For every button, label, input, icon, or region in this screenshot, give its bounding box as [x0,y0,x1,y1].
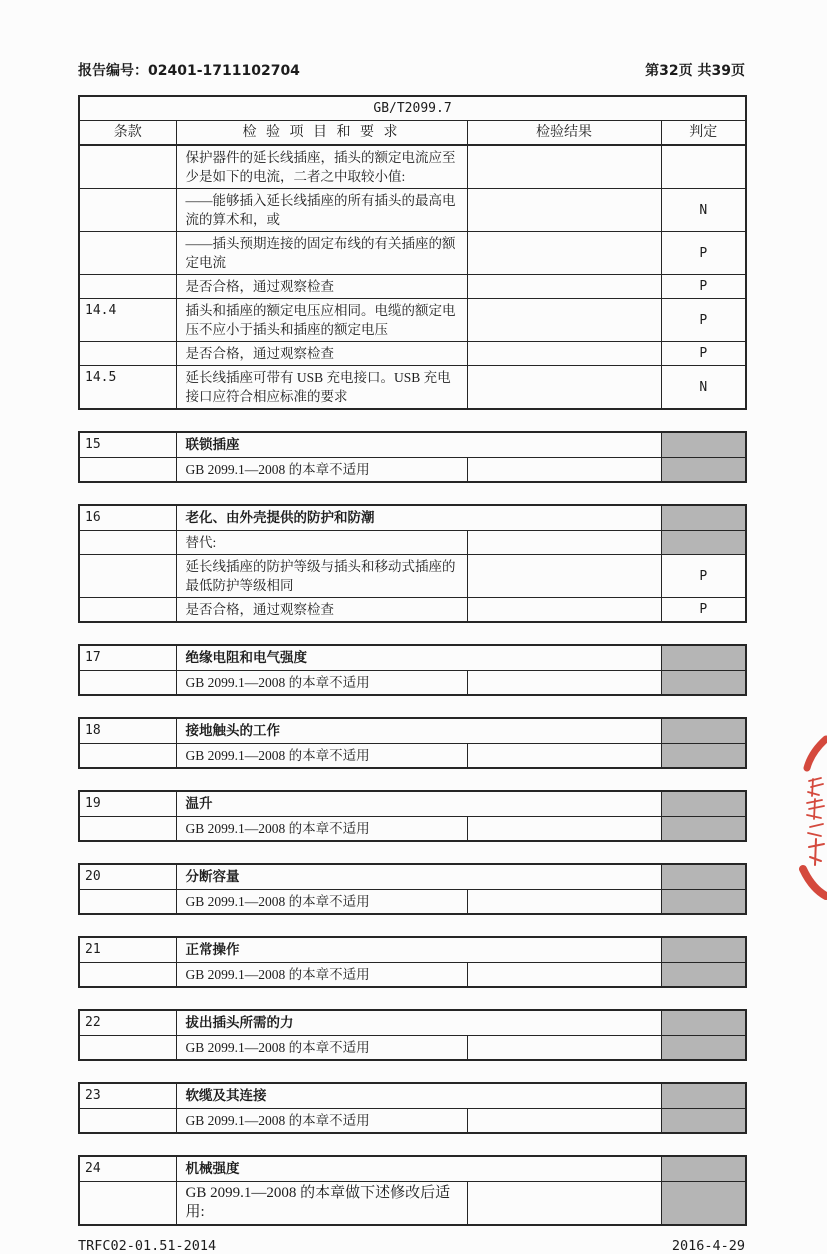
verdict-cell: P [661,232,746,275]
item-cell: GB 2099.1—2008 的本章不适用 [176,963,467,988]
clause-cell [79,1109,176,1134]
section-table-22 [78,1009,747,1061]
result-cell [467,531,661,555]
table-row [79,145,746,189]
clause-cell [79,671,176,696]
section-table-19 [78,790,747,842]
section-title: 拔出插头所需的力 [176,1010,661,1036]
verdict-cell: P [661,598,746,623]
col-header-item: 检 验 项 目 和 要 求 [176,121,467,146]
section-title: 联锁插座 [176,432,661,458]
report-number: 报告编号：02401-1711102704 [78,63,300,79]
table-row [79,817,746,842]
section-title: 正常操作 [176,937,661,963]
clause-cell: 23 [79,1083,176,1109]
clause-cell [79,598,176,623]
verdict-cell: N [661,189,746,232]
table-row [79,890,746,915]
clause-cell [79,342,176,366]
table-row [79,189,746,232]
item-cell: ——能够插入延长线插座的所有插头的最高电流的算术和，或 [176,189,467,232]
verdict-cell [661,864,746,890]
clause-cell [79,232,176,275]
result-cell [467,744,661,769]
table-row [79,458,746,483]
page-header [78,60,745,80]
item-cell: GB 2099.1—2008 的本章不适用 [176,458,467,483]
main-table [78,95,747,410]
verdict-cell [661,718,746,744]
clause-cell: 19 [79,791,176,817]
table-row [79,963,746,988]
section-table-17 [78,644,747,696]
clause-cell [79,1036,176,1061]
page-indicator: 第32页 共39页 [645,63,745,79]
item-cell: GB 2099.1—2008 的本章不适用 [176,671,467,696]
clause-cell [79,145,176,189]
table-row [79,1182,746,1226]
result-cell [467,817,661,842]
verdict-cell [661,744,746,769]
result-cell [467,890,661,915]
verdict-cell [661,791,746,817]
verdict-cell [661,531,746,555]
section-title-row [79,718,746,744]
section-title: 温升 [176,791,661,817]
table-row [79,555,746,598]
section-title: 机械强度 [176,1156,661,1182]
verdict-cell [661,671,746,696]
clause-cell [79,1182,176,1226]
standard-title: GB/T2099.7 [79,96,746,121]
result-cell [467,299,661,342]
footer-document-code: TRFC02-01.51-2014 [78,1238,217,1254]
item-cell: 是否合格，通过观察检查 [176,342,467,366]
clause-cell: 14.4 [79,299,176,342]
clause-cell [79,531,176,555]
verdict-cell [661,890,746,915]
verdict-cell: P [661,342,746,366]
item-cell: GB 2099.1—2008 的本章不适用 [176,744,467,769]
item-cell: 插头和插座的额定电压应相同。电缆的额定电压不应小于插头和插座的额定电压 [176,299,467,342]
clause-cell [79,189,176,232]
col-header-verdict: 判定 [661,121,746,146]
result-cell [467,366,661,410]
section-title: 接地触头的工作 [176,718,661,744]
verdict-cell: P [661,555,746,598]
verdict-cell: P [661,275,746,299]
item-cell: 替代: [176,531,467,555]
item-cell: GB 2099.1—2008 的本章不适用 [176,890,467,915]
clause-cell: 22 [79,1010,176,1036]
verdict-cell [661,937,746,963]
section-title-row [79,937,746,963]
clause-cell [79,817,176,842]
section-title: 分断容量 [176,864,661,890]
section-table-24 [78,1155,747,1226]
item-cell: 是否合格，通过观察检查 [176,598,467,623]
red-stamp-partial [797,735,827,900]
verdict-cell: P [661,299,746,342]
result-cell [467,232,661,275]
result-cell [467,189,661,232]
table-row [79,232,746,275]
verdict-cell [661,1182,746,1226]
item-cell: 是否合格，通过观察检查 [176,275,467,299]
item-cell: GB 2099.1—2008 的本章不适用 [176,1109,467,1134]
verdict-cell [661,817,746,842]
table-row [79,1036,746,1061]
result-cell [467,275,661,299]
item-cell: GB 2099.1—2008 的本章不适用 [176,817,467,842]
verdict-cell [661,145,746,189]
section-title-row [79,645,746,671]
section-title-row [79,1083,746,1109]
clause-cell [79,963,176,988]
section-table-15 [78,431,747,483]
result-cell [467,1036,661,1061]
table-row [79,671,746,696]
clause-cell: 15 [79,432,176,458]
section-table-23 [78,1082,747,1134]
verdict-cell [661,1010,746,1036]
col-header-result: 检验结果 [467,121,661,146]
section-title: 老化、由外壳提供的防护和防潮 [176,505,661,531]
section-table-16 [78,504,747,623]
clause-cell: 24 [79,1156,176,1182]
clause-cell [79,555,176,598]
clause-cell [79,275,176,299]
result-cell [467,598,661,623]
section-title-row [79,505,746,531]
section-title-row [79,432,746,458]
section-title: 绝缘电阻和电气强度 [176,645,661,671]
result-cell [467,458,661,483]
table-row [79,531,746,555]
verdict-cell [661,963,746,988]
section-table-21 [78,936,747,988]
footer-date: 2016-4-29 [671,1238,745,1254]
item-cell: GB 2099.1—2008 的本章做下述修改后适用: [176,1182,467,1226]
table-row [79,275,746,299]
section-title: 软缆及其连接 [176,1083,661,1109]
item-cell: GB 2099.1—2008 的本章不适用 [176,1036,467,1061]
verdict-cell [661,1109,746,1134]
result-cell [467,1182,661,1226]
clause-cell [79,744,176,769]
page-footer [78,1238,745,1254]
clause-cell [79,458,176,483]
table-header-row [79,121,746,146]
verdict-cell [661,458,746,483]
table-row [79,598,746,623]
clause-cell: 14.5 [79,366,176,410]
report-body [78,60,745,1254]
clause-cell: 16 [79,505,176,531]
verdict-cell [661,505,746,531]
table-row [79,342,746,366]
clause-cell: 21 [79,937,176,963]
verdict-cell [661,1083,746,1109]
result-cell [467,145,661,189]
section-table-20 [78,863,747,915]
table-row [79,96,746,121]
verdict-cell [661,432,746,458]
item-cell: 延长线插座可带有 USB 充电接口。USB 充电接口应符合相应标准的要求 [176,366,467,410]
result-cell [467,963,661,988]
verdict-cell [661,1036,746,1061]
item-cell: 保护器件的延长线插座，插头的额定电流应至少是如下的电流，二者之中取较小值: [176,145,467,189]
result-cell [467,342,661,366]
clause-cell [79,890,176,915]
table-row [79,299,746,342]
clause-cell: 20 [79,864,176,890]
col-header-clause: 条款 [79,121,176,146]
result-cell [467,1109,661,1134]
table-row [79,1109,746,1134]
result-cell [467,555,661,598]
verdict-cell [661,645,746,671]
red-stamp-arc [797,735,827,900]
clause-cell: 18 [79,718,176,744]
section-table-18 [78,717,747,769]
section-title-row [79,864,746,890]
item-cell: ——插头预期连接的固定布线的有关插座的额定电流 [176,232,467,275]
result-cell [467,671,661,696]
item-cell: 延长线插座的防护等级与插头和移动式插座的最低防护等级相同 [176,555,467,598]
table-row [79,366,746,410]
clause-cell: 17 [79,645,176,671]
table-row [79,744,746,769]
section-title-row [79,1010,746,1036]
section-title-row [79,791,746,817]
verdict-cell: N [661,366,746,410]
